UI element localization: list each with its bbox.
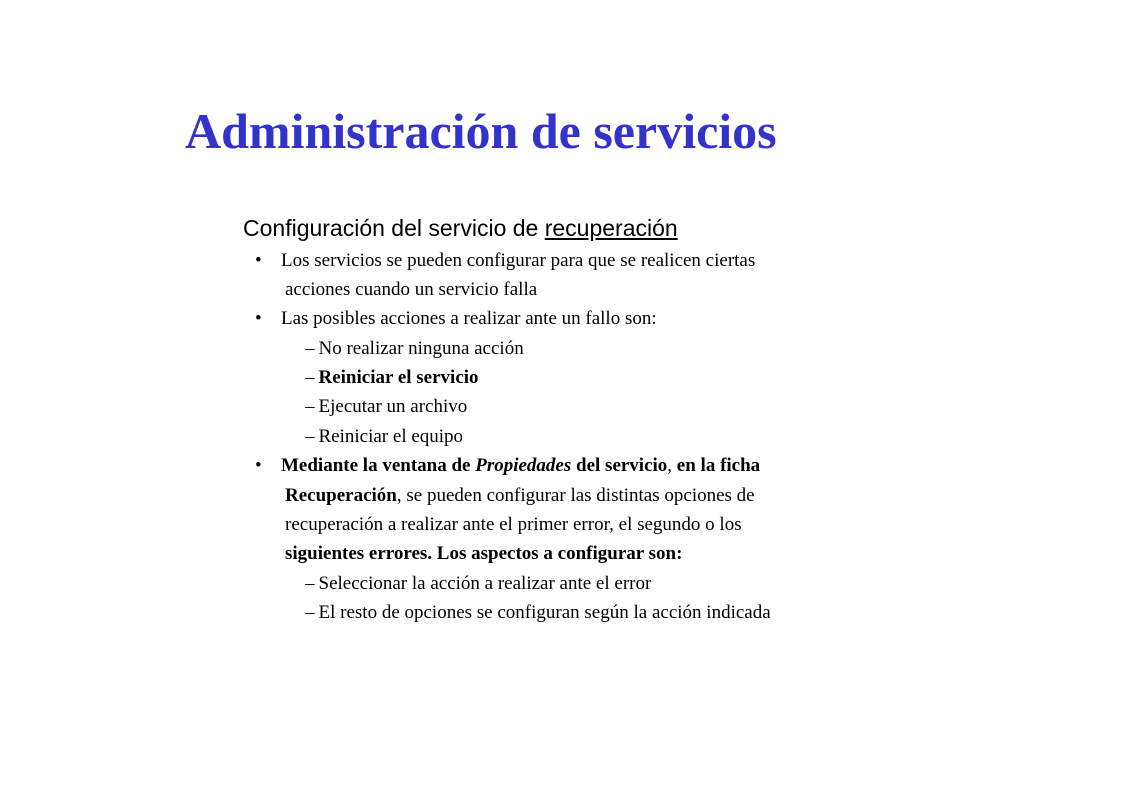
dash-icon: – — [305, 573, 315, 594]
dash-icon: – — [305, 602, 315, 623]
action-item: – Reiniciar el servicio — [305, 367, 479, 388]
config-item: – El resto de opciones se configuran según la acción indicada — [305, 602, 771, 623]
config-item: – Seleccionar la acción a realizar ante el error — [305, 573, 652, 594]
action-item: – Ejecutar un archivo — [305, 396, 468, 417]
action-item: – No realizar ninguna acción — [305, 338, 524, 359]
bullet-3-line-4: siguientes errores. Los aspectos a configurar son: — [285, 543, 683, 564]
bullet-3-line-1: Mediante la ventana de Propiedades del servicio, en la ficha — [281, 455, 761, 476]
bullet-3-line-3: recuperación a realizar ante el primer error, el segundo o los — [285, 514, 742, 535]
subtitle-underlined-term: recuperación — [544, 215, 678, 241]
bullet-icon: • — [255, 250, 262, 271]
dash-icon: – — [305, 396, 315, 417]
bullet-1-line-2: acciones cuando un servicio falla — [285, 279, 538, 300]
action-item: – Reiniciar el equipo — [305, 426, 464, 447]
section-subtitle — [243, 212, 678, 244]
bullet-icon: • — [255, 455, 262, 476]
dash-icon: – — [305, 367, 315, 388]
bullet-icon: • — [255, 308, 262, 329]
dash-icon: – — [305, 338, 315, 359]
bullet-2-line-1: Las posibles acciones a realizar ante un fallo son: — [281, 308, 657, 329]
slide-title: Administración de servicios — [185, 103, 777, 159]
subtitle-text: Configuración del servicio de — [243, 215, 545, 241]
bullet-1-line-1: Los servicios se pueden configurar para que se realicen ciertas — [281, 250, 756, 271]
bullet-3-line-2: Recuperación, se pueden configurar las distintas opciones de — [285, 485, 755, 506]
dash-icon: – — [305, 426, 315, 447]
